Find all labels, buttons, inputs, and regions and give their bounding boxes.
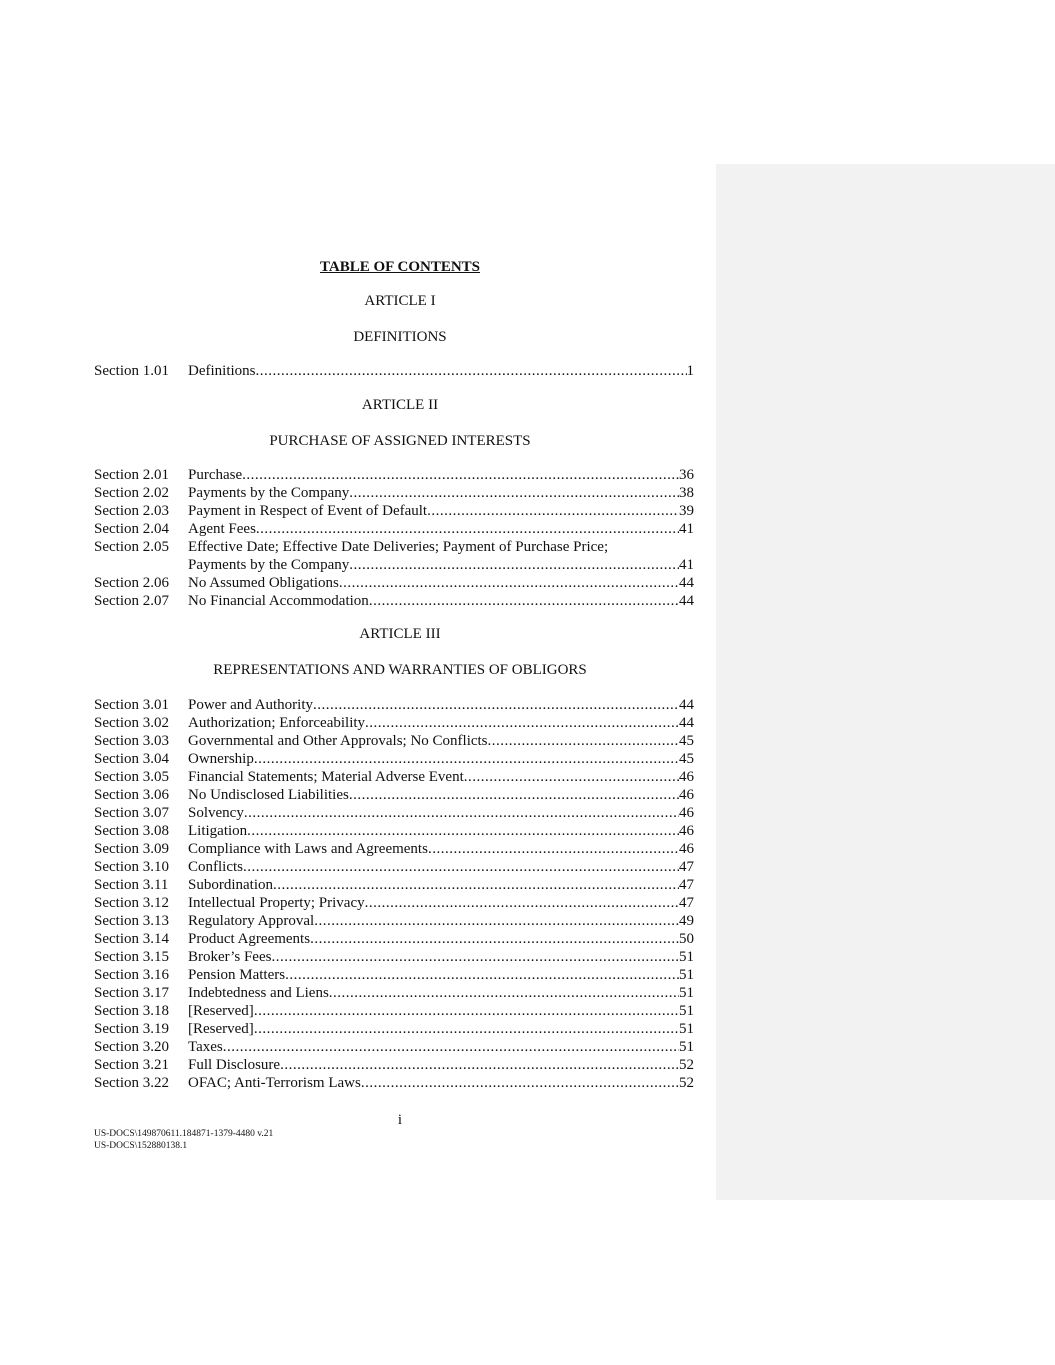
section-title: Payment in Respect of Event of Default	[188, 503, 428, 519]
toc-entry-3-10[interactable]	[94, 858, 694, 876]
section-title: Authorization; Enforceability	[188, 715, 366, 731]
page-ref: 45	[679, 751, 694, 767]
dot-leader	[242, 466, 679, 484]
section-title: Governmental and Other Approvals; No Conflicts	[188, 733, 488, 749]
section-title: Purchase	[188, 467, 243, 483]
section-title: Ownership	[188, 751, 254, 767]
section-number: Section 3.22	[94, 1075, 169, 1091]
article-2-title: PURCHASE OF ASSIGNED INTERESTS	[269, 433, 531, 449]
page-ref: 46	[679, 841, 694, 857]
toc-entry-2-03[interactable]	[94, 502, 694, 520]
toc-entry-3-01[interactable]	[94, 696, 694, 714]
section-number: Section 3.18	[94, 1003, 169, 1019]
dot-leader	[365, 714, 679, 732]
page-ref: 51	[679, 949, 694, 965]
dot-leader	[223, 1038, 679, 1056]
dot-leader	[314, 912, 679, 930]
toc-entry-3-02[interactable]	[94, 714, 694, 732]
dot-leader	[488, 732, 679, 750]
dot-leader	[247, 822, 679, 840]
section-title: Payments by the Company	[188, 485, 350, 501]
page-ref: 44	[679, 593, 694, 609]
section-number: Section 3.15	[94, 949, 169, 965]
page-number: i	[397, 1112, 403, 1128]
toc-entry-3-22[interactable]	[94, 1074, 694, 1092]
page-ref: 50	[679, 931, 694, 947]
section-title: Intellectual Property; Privacy	[188, 895, 365, 911]
dot-leader	[349, 556, 679, 574]
toc-entry-3-03[interactable]	[94, 732, 694, 750]
page-ref: 52	[679, 1075, 694, 1091]
dot-leader	[427, 502, 679, 520]
section-number: Section 3.10	[94, 859, 169, 875]
toc-entry-3-16[interactable]	[94, 966, 694, 984]
toc-entry-3-19[interactable]	[94, 1020, 694, 1038]
section-number: Section 3.16	[94, 967, 169, 983]
article-1-title: DEFINITIONS	[353, 329, 447, 345]
toc-entry-2-01[interactable]	[94, 466, 694, 484]
toc-entry-3-07[interactable]	[94, 804, 694, 822]
page-ref: 39	[679, 503, 694, 519]
page-ref: 51	[679, 1003, 694, 1019]
section-number: Section 1.01	[94, 363, 169, 379]
toc-entry-3-12[interactable]	[94, 894, 694, 912]
dot-leader	[361, 1074, 679, 1092]
section-number: Section 3.19	[94, 1021, 169, 1037]
toc-entry-3-14[interactable]	[94, 930, 694, 948]
page-ref: 1	[686, 363, 694, 379]
page-ref: 36	[679, 467, 694, 483]
dot-leader	[313, 696, 679, 714]
dot-leader	[254, 1002, 679, 1020]
section-number: Section 2.04	[94, 521, 169, 537]
toc-entry-3-17[interactable]	[94, 984, 694, 1002]
toc-entry-3-05[interactable]	[94, 768, 694, 786]
section-number: Section 2.06	[94, 575, 169, 591]
section-number: Section 3.04	[94, 751, 169, 767]
page-ref: 47	[679, 895, 694, 911]
section-title: OFAC; Anti-Terrorism Laws	[188, 1075, 361, 1091]
page-ref: 44	[679, 715, 694, 731]
toc-title: TABLE OF CONTENTS	[319, 259, 481, 275]
toc-entry-3-06[interactable]	[94, 786, 694, 804]
dot-leader	[369, 592, 679, 610]
dot-leader	[256, 362, 687, 380]
page-ref: 46	[679, 823, 694, 839]
dot-leader	[329, 984, 679, 1002]
comment-pane	[716, 164, 1055, 1200]
dot-leader	[428, 840, 679, 858]
section-number: Section 3.02	[94, 715, 169, 731]
section-title: Full Disclosure	[188, 1057, 281, 1073]
section-number: Section 3.03	[94, 733, 169, 749]
section-title: Regulatory Approval	[188, 913, 315, 929]
dot-leader	[243, 858, 679, 876]
section-number: Section 3.11	[94, 877, 169, 893]
section-title: Agent Fees	[188, 521, 256, 537]
footer-doc-id-1: US-DOCS\149870611.184871-1379-4480 v.21	[94, 1129, 274, 1139]
toc-entry-2-05-line2[interactable]	[94, 556, 694, 574]
dot-leader	[349, 786, 679, 804]
section-number: Section 2.01	[94, 467, 169, 483]
section-title: Product Agreements	[188, 931, 311, 947]
page-ref: 38	[679, 485, 694, 501]
dot-leader	[310, 930, 679, 948]
toc-entry-3-09[interactable]	[94, 840, 694, 858]
section-title: Definitions	[188, 363, 256, 379]
section-title: Power and Authority	[188, 697, 313, 713]
page-ref: 44	[679, 697, 694, 713]
dot-leader	[254, 1020, 679, 1038]
page-ref: 44	[679, 575, 694, 591]
page-ref: 47	[679, 877, 694, 893]
section-title: [Reserved]	[188, 1003, 254, 1019]
page-ref: 45	[679, 733, 694, 749]
section-title: No Undisclosed Liabilities	[188, 787, 349, 803]
article-2-label: ARTICLE II	[361, 397, 439, 413]
toc-entry-3-13[interactable]	[94, 912, 694, 930]
toc-entry-3-11[interactable]	[94, 876, 694, 894]
page-ref: 52	[679, 1057, 694, 1073]
footer-doc-id-2: US-DOCS\152880138.1	[94, 1141, 188, 1151]
page-ref: 46	[679, 787, 694, 803]
dot-leader	[464, 768, 679, 786]
section-title: Subordination	[188, 877, 273, 893]
section-number: Section 3.12	[94, 895, 169, 911]
section-number: Section 3.05	[94, 769, 169, 785]
section-number: Section 3.06	[94, 787, 169, 803]
page-ref: 51	[679, 985, 694, 1001]
dot-leader	[256, 520, 679, 538]
toc-entry-2-04[interactable]	[94, 520, 694, 538]
dot-leader	[271, 948, 679, 966]
section-number: Section 3.07	[94, 805, 169, 821]
section-number: Section 3.17	[94, 985, 169, 1001]
article-3-label: ARTICLE III	[359, 626, 441, 642]
toc-entry-3-21[interactable]	[94, 1056, 694, 1074]
section-number: Section 2.02	[94, 485, 169, 501]
page-ref: 51	[679, 1021, 694, 1037]
dot-leader	[244, 804, 679, 822]
toc-entry-3-20[interactable]	[94, 1038, 694, 1056]
toc-entry-1-01[interactable]	[94, 362, 694, 380]
toc-entry-2-07[interactable]	[94, 592, 694, 610]
section-title: Broker’s Fees	[188, 949, 272, 965]
section-title: No Financial Accommodation	[188, 593, 369, 609]
dot-leader	[365, 894, 679, 912]
page-ref: 51	[679, 1039, 694, 1055]
section-number: Section 3.08	[94, 823, 169, 839]
section-title: [Reserved]	[188, 1021, 254, 1037]
article-3-title: REPRESENTATIONS AND WARRANTIES OF OBLIGORS	[213, 662, 587, 678]
dot-leader	[280, 1056, 679, 1074]
page-ref: 47	[679, 859, 694, 875]
page-ref: 51	[679, 967, 694, 983]
section-number: Section 2.03	[94, 503, 169, 519]
section-title: Pension Matters	[188, 967, 286, 983]
section-title: Taxes	[188, 1039, 223, 1055]
section-title-line1: Effective Date; Effective Date Deliveries; Payment of Purchase Price;	[188, 539, 609, 555]
section-title: Litigation	[188, 823, 248, 839]
dot-leader	[339, 574, 679, 592]
page-ref: 46	[679, 769, 694, 785]
section-title: Compliance with Laws and Agreements	[188, 841, 428, 857]
dot-leader	[254, 750, 679, 768]
section-title: Solvency	[188, 805, 244, 821]
section-number: Section 3.09	[94, 841, 169, 857]
toc-entry-3-18[interactable]	[94, 1002, 694, 1020]
dot-leader	[273, 876, 679, 894]
section-title: Conflicts	[188, 859, 243, 875]
toc-entry-2-05-line1[interactable]	[94, 538, 694, 556]
section-title: No Assumed Obligations	[188, 575, 339, 591]
page-ref: 46	[679, 805, 694, 821]
section-number: Section 3.21	[94, 1057, 169, 1073]
toc-entry-2-02[interactable]	[94, 484, 694, 502]
section-number: Section 3.14	[94, 931, 169, 947]
page-ref: 41	[679, 521, 694, 537]
section-number: Section 2.07	[94, 593, 169, 609]
toc-entry-3-15[interactable]	[94, 948, 694, 966]
page-ref: 49	[679, 913, 694, 929]
toc-entry-2-06[interactable]	[94, 574, 694, 592]
section-number: Section 3.01	[94, 697, 169, 713]
toc-entry-3-08[interactable]	[94, 822, 694, 840]
page-ref: 41	[679, 557, 694, 573]
section-number: Section 3.20	[94, 1039, 169, 1055]
section-number: Section 2.05	[94, 539, 169, 555]
section-title: Financial Statements; Material Adverse Event	[188, 769, 464, 785]
section-title: Indebtedness and Liens	[188, 985, 329, 1001]
toc-entry-3-04[interactable]	[94, 750, 694, 768]
section-number: Section 3.13	[94, 913, 169, 929]
dot-leader	[349, 484, 679, 502]
dot-leader	[285, 966, 679, 984]
article-1-label: ARTICLE I	[364, 293, 436, 309]
section-title: Payments by the Company	[188, 557, 350, 573]
